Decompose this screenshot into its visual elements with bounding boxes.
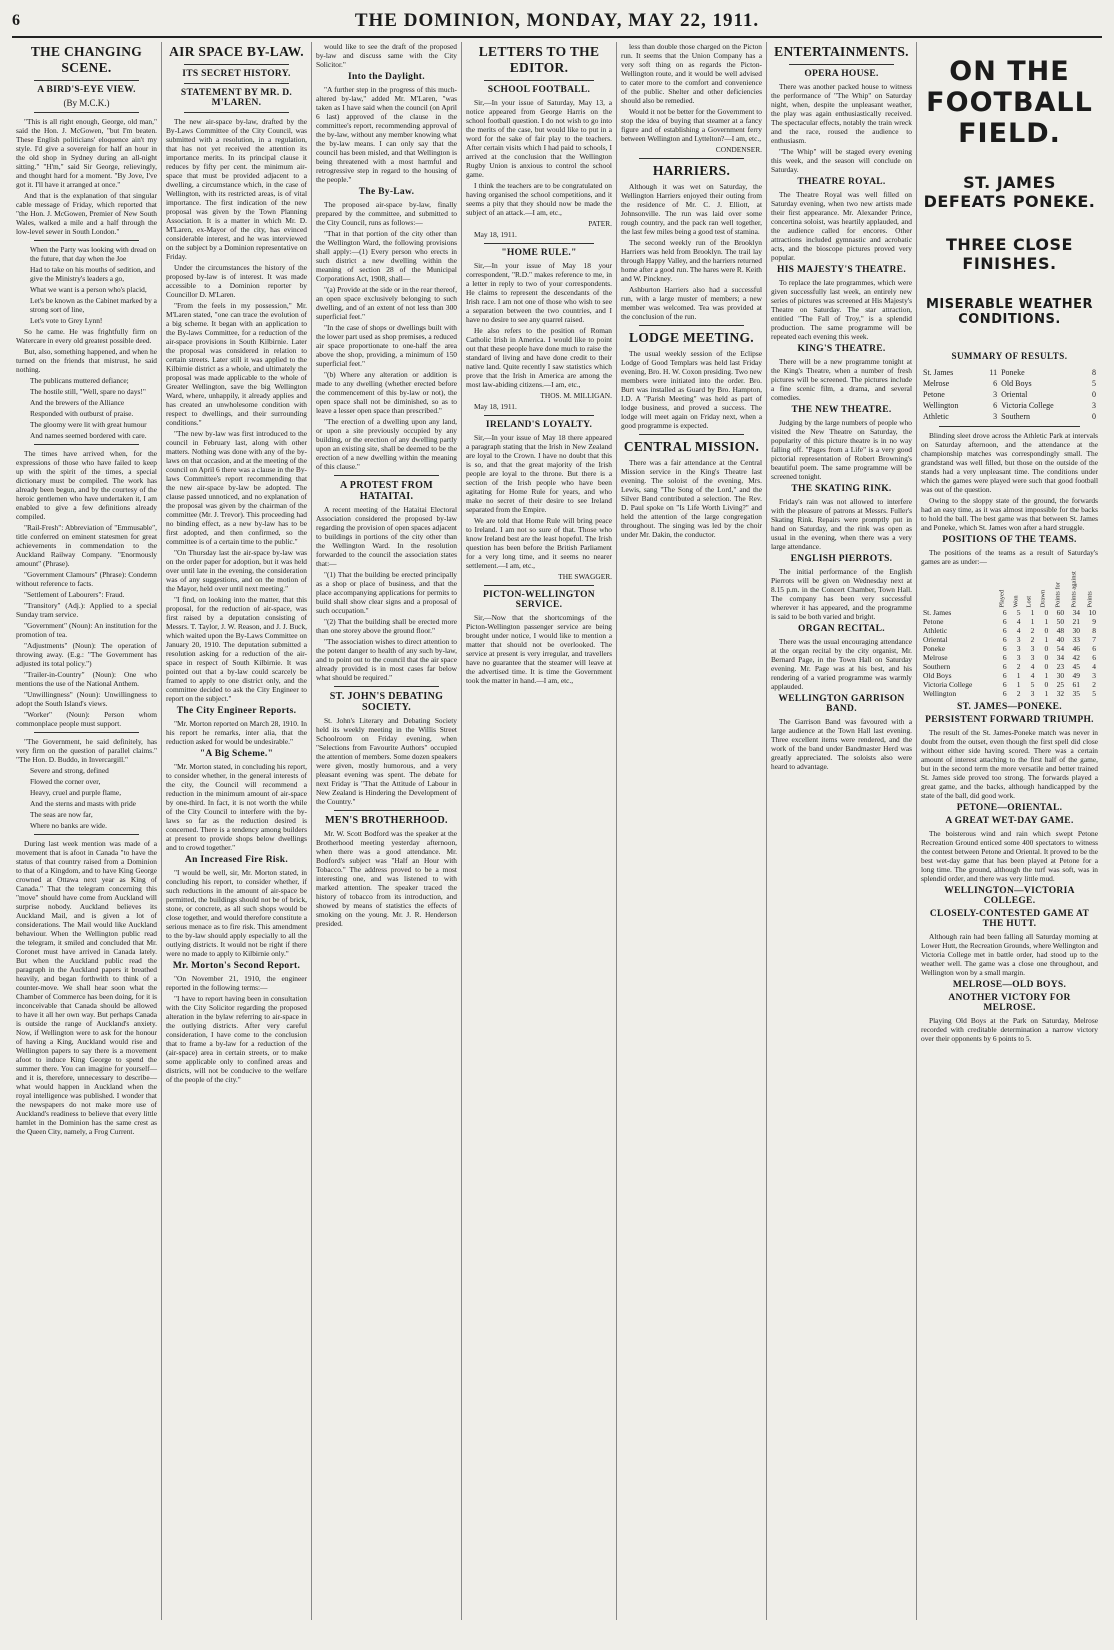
- table-cell: 30: [1072, 626, 1081, 635]
- summary-title: SUMMARY OF RESULTS.: [951, 351, 1068, 361]
- table-cell: 33: [1072, 635, 1081, 644]
- section-subheading: Into the Daylight.: [348, 72, 425, 82]
- table-cell: Petone: [923, 617, 944, 626]
- headline-deck: MISERABLE WEATHER CONDITIONS.: [925, 297, 1094, 327]
- table-cell: 60: [1056, 608, 1065, 617]
- table-cell: 6: [1002, 617, 1007, 626]
- table-cell: 40: [1056, 635, 1065, 644]
- paragraph: St. John's Literary and Debating Society held its weekly meeting in the Willis Street Schoolroom on Friday evening, when "Selections from Favourite Authors" occupied the attention of members. Some dozen speakers were given, mostly humorous, and a very pleasant evening was spent. The debate for next Friday is "That the Attitude of Labour in New Zealand is Hindering the Development of the Country.": [316, 716, 457, 806]
- page-number: 6: [12, 12, 20, 29]
- paragraph: Sir,—In your issue of May 18 your correspondent, "R.D." makes reference to me, in a letter in reply to two of your correspondents. He claims to represent the descendants of the Irish race. I am not one of those who wish to see a separation between the two countries, and I have no desire to see any quarrel raised.: [466, 261, 612, 324]
- table-header: Won: [1012, 595, 1020, 608]
- verse-line: Responded with outburst of praise.: [30, 409, 134, 418]
- table-cell: Athletic: [923, 626, 948, 635]
- paragraph: But, also, something happened, and when he turned on the friends that mistrust, he said nothing.: [16, 347, 157, 374]
- table-row: [921, 671, 1098, 680]
- column-news: [617, 42, 767, 1620]
- paragraph: He also refers to the position of Roman Catholic Irish in America. I would like to point out that these people have done much to raise the standard of living and have done credit to their native land. Quite recently I saw statistics which prove that the Irish in America are among the most law-abiding citizens.—I am, etc.,: [466, 326, 612, 389]
- paragraph: Friday's rain was not allowed to interfere with the pleasure of patrons at Messrs. Fuller's Skating Rink. Repairs were promptly put in hand on Saturday, and the rink was open as usual in the evening, when there was a very large attendance.: [771, 497, 912, 551]
- paragraph: "On Thursday last the air-space by-law was on the order paper for adoption, but it was held over until late in the evening, the consideration was of any suggestions, and on the motion of the Mayor, held over until next meeting.": [166, 548, 307, 593]
- table-cell: 3: [993, 390, 998, 399]
- section-subheading: The City Engineer Reports.: [176, 706, 297, 716]
- table-row: [921, 662, 1098, 671]
- table-cell: 30: [1056, 671, 1065, 680]
- paragraph: would like to see the draft of the proposed by-law and discuss same with the City Solicitor.": [316, 42, 457, 69]
- table-cell: Victoria College: [923, 680, 973, 689]
- table-cell: 9: [1092, 617, 1096, 626]
- section-subheading: PERSISTENT FORWARD TRIUMPH.: [925, 715, 1094, 725]
- paragraph: The boisterous wind and rain which swept Petone Recreation Ground enticed some 400 spectators to witness the contest between Petone and Oriental. It proved to be the best wet-day game that has been played at Petone for a long time. The ground, although the turf was soft, was in splendid order, and there was very little mud.: [921, 829, 1098, 883]
- paragraph: Sir,—Now that the shortcomings of the Picton-Wellington passenger service are being brought under notice, I would like to mention a matter that should not be overlooked. The service at present is very irregular, and travellers have no guarantee that the steamer will leave at the advertised time. It is time the Government took the matter in hand.—I am, etc.,: [466, 613, 612, 685]
- table-row: [921, 411, 1098, 422]
- table-cell: 0: [1044, 653, 1049, 662]
- table-cell: 0: [1044, 662, 1049, 671]
- table-cell: 6: [1002, 689, 1007, 698]
- paragraph: "The association wishes to direct attention to the potent danger to health of any such by-law, and to point out to the council that the air space already provided is in most cases far below what should be required.": [316, 637, 457, 682]
- table-row: [921, 617, 1098, 626]
- table-cell: 6: [1092, 653, 1096, 662]
- article-heading: A PROTEST FROM HATAITAI.: [340, 480, 433, 502]
- table-cell: 11: [989, 368, 998, 377]
- paragraph: "This is all right enough, George, old man," said the Hon. J. McGowen, "but I'm beaten. These English politicians' eloquence ain't my style. I'd give a sovereign for half an hour in the old shop in Sydney during an all-night sitting." "H'm," said Sir George, relievingly, and thought hard for a moment. "By Jove, I've got it. I'll have it arranged at once.": [16, 117, 157, 189]
- section-subheading: "A Big Scheme.": [199, 749, 274, 759]
- verse-line: Heavy, cruel and purple flame,: [30, 788, 122, 797]
- paragraph: "Government Clamours" (Phrase): Condemn without reference to facts.: [16, 570, 157, 588]
- table-cell: 3: [1092, 671, 1096, 680]
- paragraph: "(2) That the building shall be erected more than one storey above the ground floor.": [316, 617, 457, 635]
- article-heading: AIR SPACE BY-LAW.: [169, 44, 304, 59]
- column-entertainments: [767, 42, 917, 1620]
- article-heading: THE CHANGING SCENE.: [30, 44, 143, 75]
- venue-subheading: THE SKATING RINK.: [791, 484, 892, 494]
- table-cell: 3: [1016, 635, 1021, 644]
- table-cell: 6: [993, 401, 998, 410]
- table-cell: Southern: [923, 662, 951, 671]
- table-cell: 4: [1092, 662, 1096, 671]
- letter-date: May 18, 1911.: [474, 402, 517, 411]
- paragraph: To replace the late programmes, which were given successfully last week, an entirely new series of pictures was screened at His Majesty's Theatre on Saturday. The star attraction, entitled "The Fall of Troy," is a splendid production. The same programme will be repeated each evening this week.: [771, 278, 912, 341]
- verse-line: The seas are now far,: [30, 810, 93, 819]
- paragraph: Although it was wet on Saturday, the Wellington Harriers enjoyed their outing from the residence of Mr. C. J. Elliott, at Johnsonville. The run was laid over some rough country, and the pack ran well together, the last few miles being a good test of stamina.: [621, 182, 762, 236]
- table-cell: 45: [1072, 662, 1081, 671]
- letter-signature: PATER.: [588, 219, 612, 228]
- table-cell: 1: [1044, 689, 1049, 698]
- table-cell: Melrose: [923, 653, 948, 662]
- paragraph: The second weekly run of the Brooklyn Harriers was held from Brooklyn. The trail lay through Happy Valley, and the harriers returned home after a good run. The hares were R. Keith and W. Pinckney.: [621, 238, 762, 283]
- table-cell: 6: [1092, 644, 1096, 653]
- table-cell: 34: [1056, 653, 1065, 662]
- paragraph: Mr. W. Scott Bodford was the speaker at the Brotherhood meeting yesterday afternoon, when there was a good attendance. Mr. Bodford's subject was "Half an Hour with Tobacco." The address proved to be a most interesting one, and was listened to with marked attention. The speaker traced the history of tobacco from its introduction, and showed by means of statistics the effects of smoking on the young. Mr. J. R. Henderson presided.: [316, 829, 457, 928]
- paragraph: "The new by-law was first introduced to the council in February last, along with other matters. Nothing was done with any of the by-laws on that occasion, and at the meeting of the council on April 6 there was a clause in the By-laws Committee's report recommending that the new air-space by-law be adopted. The clause passed unnoticed, and no explanation of the proposal was given by the chairman of the committee (Mr. J. Trevor). This proceeding had no binding effect, as a new by-law has to be first adopted, and then confirmed, so the committee is of a certain time to the public.": [166, 429, 307, 546]
- newspaper-title: THE DOMINION, MONDAY, MAY 22, 1911.: [354, 10, 760, 31]
- paragraph: "I have to report having been in consultation with the City Solicitor regarding the proposed alteration in the bylaw referring to air-space in the outlying districts. After very careful consideration, I have come to the conclusion that to frame a by-law for a reduction of the (air-space) area in certain streets, or to make some applicable only to confined areas and districts, will not be conducive to the welfare of the people of the city.": [166, 994, 307, 1084]
- article-heading: ST. JOHN'S DEBATING SOCIETY.: [329, 691, 444, 713]
- paragraph: Under the circumstances the history of the proposed by-law is of interest. It was made accessible to a Dominion reporter by Councillor D. M'Laren.: [166, 263, 307, 299]
- table-cell: 3: [1030, 689, 1035, 698]
- table-cell: 1: [1044, 635, 1049, 644]
- article-byline: (By M.C.K.): [63, 98, 110, 108]
- venue-subheading: WELLINGTON GARRISON BAND.: [778, 694, 905, 714]
- paragraph: "Rail-Fresh": Abbreviation of "Emmusable", title conferred on eminent statesmen for great achievements in commendation to the Auckland Railway Company. "Enormously amount" (Phrase).: [16, 523, 157, 568]
- table-row: [921, 608, 1098, 617]
- verse-line: And the brewers of the Alliance: [30, 398, 125, 407]
- letter-signature: THE SWAGGER.: [558, 572, 612, 581]
- letter-date: May 18, 1911.: [474, 230, 517, 239]
- section-subheading: An Increased Fire Risk.: [184, 855, 289, 865]
- table-cell: 25: [1056, 680, 1065, 689]
- table-cell: 6: [1002, 626, 1007, 635]
- paragraph: The proposed air-space by-law, finally prepared by the committee, and submitted to the City Council, runs as follows:—: [316, 200, 457, 227]
- table-cell: 2: [1016, 662, 1021, 671]
- paragraph: Judging by the large numbers of people who visited the New Theatre on Saturday, the popularity of this picture theatre is in no way falling off. "Pages from a Life" is a very good pictorial representation of Robert Browning's beautiful poem. The same programme will be screened tonight.: [771, 418, 912, 481]
- table-cell: 0: [1092, 412, 1096, 421]
- verse-line: The publicans muttered defiance;: [30, 376, 129, 385]
- table-cell: 1: [1030, 617, 1035, 626]
- table-cell: Oriental: [923, 635, 948, 644]
- table-row: [921, 653, 1098, 662]
- paragraph: "(b) Where any alteration or addition is made to any dwelling (whether erected before the commencement of this by-law or not), the open space shall not be diminished, so as to leave a lesser open space than prescribed.": [316, 370, 457, 415]
- section-subheading: WELLINGTON—VICTORIA COLLEGE.: [944, 886, 1075, 906]
- article-heading: ENTERTAINMENTS.: [774, 44, 909, 59]
- paragraph: Sir,—In your issue of May 18 there appeared a paragraph stating that the Irish in New Zealand are loyal to the Crown. I have no doubt that this is so, and that the great majority of the Irish people are loyal to the throne. But there is a section of the Irish people who have been agitating for Home Rule for years, and who make no secret of their desire to see Ireland separated from the Empire.: [466, 433, 612, 514]
- article-heading: CENTRAL MISSION.: [623, 439, 760, 454]
- table-cell: 2: [1016, 689, 1021, 698]
- table-cell: 0: [1044, 644, 1049, 653]
- section-subheading: POSITIONS OF THE TEAMS.: [942, 535, 1077, 545]
- table-cell: Poneke: [923, 644, 946, 653]
- paragraph: Would it not be better for the Government to stop the idea of buying that steamer at a fancy figure and of establishing a Government ferry between Wellington and Lyttelton?—I am, etc.,: [621, 107, 762, 143]
- paragraph: And that is the explanation of that singular cable message of Friday, which reported that "the Hon. J. McGowen, Premier of New South Wales, walked a mile and a half through the low-level sewer in South London.": [16, 191, 157, 236]
- table-header: Drawn: [1039, 589, 1047, 608]
- table-cell: 23: [1056, 662, 1065, 671]
- venue-subheading: HIS MAJESTY'S THEATRE.: [777, 265, 906, 275]
- paragraph: "In the case of shops or dwellings built with the lower part used as shop premises, a reduced air space proportionate to one-half the area above the shop, providing, a minimum of 150 superficial feet.": [316, 323, 457, 368]
- paragraph: "That in that portion of the city other than the Wellington Ward, the following provisions shall apply:—(1) Every person who erects in such district a new dwelling within the meaning of section 28 of the Municipal Corporations Act, 1908, shall—: [316, 229, 457, 283]
- paragraph: "Settlement of Labourers": Fraud.: [24, 590, 125, 599]
- venue-subheading: ORGAN RECITAL.: [798, 624, 885, 634]
- article-subheading: A BIRD'S-EYE VIEW.: [37, 85, 136, 95]
- column-football: [917, 42, 1102, 1620]
- paragraph: The result of the St. James-Poneke match was never in doubt from the outset, even though the first spell did close without either side having scored. There was a certain amount of interest attaching to the first half of the game, but in the second term the more versatile and better trained St. James side proved too strong. The forwards played a great game, and the backs, although handicapped by the state of the ball, did good work.: [921, 728, 1098, 800]
- article-heading: LETTERS TO THE EDITOR.: [478, 44, 600, 75]
- table-cell: Melrose: [923, 379, 950, 388]
- paragraph: "Trailer-in-Country" (Noun): One who mentions the use of the National Anthem.: [16, 670, 157, 688]
- table-header: [921, 568, 995, 608]
- table-cell: Old Boys: [923, 671, 952, 680]
- letter-subheading: PICTON-WELLINGTON SERVICE.: [483, 590, 595, 610]
- table-cell: Wellington: [923, 689, 957, 698]
- paragraph: "The erection of a dwelling upon any land, or upon a site previously occupied by any building, or the erection of any dwelling partly upon an existing site, shall be deemed to be the erection of a new dwelling within the meaning of this clause.": [316, 417, 457, 471]
- paragraph: "A further step in the progress of this much-altered by-law," added Mr. M'Laren, "was taken as I have said when the council (on April 6 last) approved of the clause in the committee's report, recommending approval of the by-law, without any member knowing what the by-law means. I can only say that the council has been misled, and that Wellington is being threatened with a most harmful and retrogressive step in regard to the housing of the people.": [316, 85, 457, 184]
- table-row: [921, 680, 1098, 689]
- verse-line: Severe and strong, defined: [30, 766, 109, 775]
- verse-line: What we want is a person who's placid,: [30, 285, 147, 294]
- column-letters: [462, 42, 617, 1620]
- table-cell: 6: [1002, 680, 1007, 689]
- table-cell: 6: [1002, 635, 1007, 644]
- table-cell: 1: [1044, 671, 1049, 680]
- table-header: Points: [1086, 591, 1094, 608]
- paragraph: "From the feels in my possession," Mr. M'Laren stated, "one can trace the evolution of a big scheme. It began with an application to the By-laws Committee, for a reduction of the air-space provisions in South Kilbirnie. Later the proposal was considered in relation to certain streets. Later still it was applied to the Kilbirnie district as a whole, and ultimately the proposal was made applicable to the whole of Greater Wellington, save the big Wellington Ward, where, unhappily, it already applies and has created an unwholesome condition with respect to dwellings, and their surrounding conditions.": [166, 301, 307, 427]
- table-cell: Wellington: [923, 401, 959, 410]
- table-row: [921, 626, 1098, 635]
- table-cell: Oriental: [1001, 390, 1028, 399]
- table-cell: 7: [1092, 635, 1096, 644]
- verse-line: Had to take on his mouths of sedition, and give the Ministry's leaders a go,: [30, 265, 156, 283]
- paragraph: "Unwillingness" (Noun): Unwillingness to adopt the South Island's views.: [16, 690, 157, 708]
- table-cell: 49: [1072, 671, 1081, 680]
- table-cell: 3: [993, 412, 998, 421]
- paragraph: A recent meeting of the Hataitai Electoral Association considered the proposed by-law regarding the provision of open spaces adjacent to buildings in portions of the city other than the Wellington Ward. In the resolution forwarded to the council the association states that:—: [316, 505, 457, 568]
- paragraph: The Theatre Royal was well filled on Saturday evening, when two new artists made their first appearance. Mr. Alexander Prince, concertina soloist, was heartily applauded, and the audience called for encores. Other attractions included gymnastic and acrobatic acts, and the bioscope pictures proved very popular.: [771, 190, 912, 262]
- table-cell: 6: [1002, 644, 1007, 653]
- paragraph: There was a fair attendance at the Central Mission service in the King's Theatre last evening. The soloist of the evening, Mrs. Lewis, sang "The Song of the Lord," and the Silver Band contributed a selection. The Rev. D. Paul spoke on "Is Life Worth Living?" and held the attention of the large congregation throughout. The singing was led by the choir under Mr. Dakin, the conductor.: [621, 458, 762, 539]
- section-subheading: ST. JAMES—PONEKE.: [957, 702, 1062, 712]
- section-subheading: ANOTHER VICTORY FOR MELROSE.: [948, 993, 1071, 1013]
- table-header: Lost: [1025, 595, 1033, 608]
- table-cell: 6: [993, 379, 998, 388]
- results-table: [921, 367, 1098, 422]
- verse-line: And the sterns and masts with pride: [30, 799, 136, 808]
- venue-subheading: OPERA HOUSE.: [804, 69, 879, 79]
- letter-subheading: IRELAND'S LOYALTY.: [485, 420, 593, 430]
- table-row: [921, 400, 1098, 411]
- masthead: [12, 10, 1102, 38]
- column-air-space: [162, 42, 312, 1620]
- table-cell: 5: [1092, 689, 1096, 698]
- table-cell: 42: [1072, 653, 1081, 662]
- paragraph: The new air-space by-law, drafted by the By-Laws Committee of the City Council, was submitted with a resolution, in a regulation, that has not yet received the attention its importance merits. In its principal clause it reduces by fifty per cent. the minimum air-space that must be provided adjacent to a dwelling, a circumstance which, in the case of Wellington, with its restricted areas, is of vital importance. The first indication of the new proposal was given by the Town Planning Association. It is a matter in which Mr. D. M'Laren, ex-Mayor of the city, has evinced considerable interest, and he was interviewed on the subject by a Dominion representative on Friday.: [166, 117, 307, 261]
- table-row: [921, 635, 1098, 644]
- newspaper-page: [12, 10, 1102, 1622]
- table-cell: 3: [1016, 644, 1021, 653]
- table-cell: 0: [1044, 680, 1049, 689]
- table-cell: 8: [1092, 626, 1096, 635]
- paragraph: "(a) Provide at the side or in the rear thereof, an open space exclusively belonging to such dwelling, and of an extent of not less than 300 superficial feet.": [316, 285, 457, 321]
- table-cell: 4: [1016, 617, 1021, 626]
- column-air-space-continued: [312, 42, 462, 1620]
- paragraph: We are told that Home Rule will bring peace to Ireland. I am not so sure of that. Those who know Ireland best are the least hopeful. The Irish question has been before the British Parliament for a very long time, and it seems no nearer settlement.—I am, etc.,: [466, 516, 612, 570]
- table-cell: 3: [1030, 644, 1035, 653]
- table-cell: 6: [1002, 608, 1007, 617]
- table-cell: 4: [1030, 671, 1035, 680]
- verse-line: When the Party was looking with dread on the future, that day when the Joe: [30, 245, 157, 263]
- table-cell: 8: [1092, 368, 1096, 377]
- table-cell: 6: [1002, 653, 1007, 662]
- paragraph: The usual weekly session of the Eclipse Lodge of Good Templars was held last Friday evening, Bro. H. W. Coxon presiding. Two new members were initiated into the order. Bro. Burt was installed as Guard by Bro. Hampton, I.D. A "Parish Meeting" was held as part of lodge business, and proved a success. The lodge will meet again on Friday next, when a good programme is expected.: [621, 349, 762, 430]
- table-cell: 6: [1002, 662, 1007, 671]
- table-cell: 4: [1030, 662, 1035, 671]
- verse-line: Where no banks are wide.: [30, 821, 107, 830]
- section-subheading: PETONE—ORIENTAL.: [956, 803, 1063, 813]
- letter-subheading: SCHOOL FOOTBALL.: [487, 85, 591, 95]
- paragraph: Blinding sleet drove across the Athletic Park at intervals on Saturday afternoon, and the attendance at the championship matches was correspondingly small. The grandstand was well filled, but those on the outside of the stands had a very unpleasant time. The conditions under which the games were played were such that good football was out of the question.: [921, 431, 1098, 494]
- table-cell: 1: [1030, 608, 1035, 617]
- section-subheading: Mr. Morton's Second Report.: [172, 961, 301, 971]
- paragraph: There was another packed house to witness the performance of "The Whip" on Saturday night, when, despite the unpleasant weather, the play was again enthusiastically received. The spectacular effects, notably the train wreck and the race, roused the audience to enthusiasm.: [771, 82, 912, 145]
- table-cell: 1: [1044, 617, 1049, 626]
- paragraph: The times have arrived when, for the expressions of those who have failed to keep up with the spirit of the times, a special dictionary must be compiled. The work has already been begun, and by the courtesy of the heroic gentlemen who have undertaken it, I am enabled to give a few definitions already compiled.: [16, 449, 157, 521]
- table-cell: 4: [1016, 626, 1021, 635]
- venue-subheading: THEATRE ROYAL.: [797, 177, 886, 187]
- letter-subheading: "HOME RULE.": [501, 248, 577, 258]
- paragraph: "The Government, he said definitely, has very firm on the question of parallel claims." "The Hon. D. Buddo, in Invercargill.": [16, 737, 157, 764]
- table-cell: 10: [1088, 608, 1096, 617]
- column-changing-scene: [12, 42, 162, 1620]
- table-cell: Poneke: [1001, 368, 1025, 377]
- table-cell: 5: [1092, 379, 1096, 388]
- verse-line: Let's be known as the Cabinet marked by a strong sort of line,: [30, 296, 157, 314]
- paragraph: Ashburton Harriers also had a successful run, with a large muster of members; a new member was welcomed. Tea was provided at the conclusion of the run.: [621, 285, 762, 321]
- table-cell: 1: [1016, 671, 1021, 680]
- verse-line: Let's vote to Grey Lynn!: [30, 316, 103, 325]
- letter-signature: CONDENSER.: [715, 145, 762, 154]
- table-cell: Petone: [923, 390, 945, 399]
- paragraph: The positions of the teams as a result of Saturday's games are as under:—: [921, 548, 1098, 566]
- table-cell: St. James: [923, 608, 952, 617]
- table-cell: 6: [1002, 671, 1007, 680]
- verse-line: Flowed the corner over,: [30, 777, 101, 786]
- table-cell: 54: [1056, 644, 1065, 653]
- table-cell: 0: [1092, 390, 1096, 399]
- table-cell: 3: [1030, 653, 1035, 662]
- paragraph: "Government" (Noun): An institution for the promotion of tea.: [16, 621, 157, 639]
- table-cell: 3: [1016, 653, 1021, 662]
- paragraph: "I find, on looking into the matter, that this proposal, for the reduction of air-space, was first raised by a deputation consisting of Messrs. T. Taylor, J. W. Reason, and J. J. Buck, which waited upon the By-Laws Committee on January 20, 1910. The deputation submitted a resolution asking for a reduction of the air-space in respect of South Kilbirnie. It was pointed out that a by-law could scarcely be framed to apply to one district only, and the committee decided to ask the City Engineer to report on the subject.": [166, 595, 307, 703]
- article-subheading: STATEMENT BY MR. D. M'LAREN.: [180, 88, 293, 108]
- table-cell: St. James: [923, 368, 954, 377]
- table-cell: 2: [1030, 626, 1035, 635]
- paragraph: There will be a new programme tonight at the King's Theatre, when a number of fresh pictures will be screened. The pictures include a fine scenic film, a drama, and several comedies.: [771, 357, 912, 402]
- table-cell: 35: [1072, 689, 1081, 698]
- table-cell: 3: [1092, 401, 1096, 410]
- table-cell: Athletic: [923, 412, 949, 421]
- table-cell: 5: [1030, 680, 1035, 689]
- table-cell: 46: [1072, 644, 1081, 653]
- table-cell: 0: [1044, 626, 1049, 635]
- paragraph: The initial performance of the English Pierrots will be given on Wednesday next at 8.15 p.m. in the Concert Chamber, Town Hall. The company has been very successful wherever it has appeared, and the programme is said to be both varied and bright.: [771, 567, 912, 621]
- paragraph: So he came. He was frightfully firm on Watercare in every old greatest possible deed.: [16, 327, 157, 345]
- table-cell: 21: [1072, 617, 1081, 626]
- article-heading: HARRIERS.: [652, 163, 731, 178]
- table-cell: 50: [1056, 617, 1065, 626]
- table-row: [921, 389, 1098, 400]
- positions-table: [921, 568, 1098, 698]
- paragraph: The Garrison Band was favoured with a large audience at the Town Hall last evening. Three excellent items were rendered, and the work of the band under Bandmaster Herd was greatly appreciated. The soloists also were heard to advantage.: [771, 717, 912, 771]
- table-header: Played: [998, 589, 1006, 608]
- paragraph: "Mr. Morton stated, in concluding his report, to consider whether, in the general interests of the city, the Council will recommend a reduction in the minimum amount of air-space by one-third. In fact, it is not worth the while of the City Council to interfere with the by-laws so far as the reduction desired is concerned. There is a tendency among builders at present to provide shops below dwellings and to crowd together.": [166, 762, 307, 852]
- verse-line: The hostile still, "Well, spare no days!": [30, 387, 146, 396]
- paragraph: Sir,—In your issue of Saturday, May 13, a notice appeared from George Harris on the school football question. I do not wish to go into the merits of the case, but would like to put in a word for the sake of fair play to the teachers. After certain visits which I had paid to schools, I arrived at the conclusion that the Wellington Rugby Union is anxious to control the school game.: [466, 98, 612, 179]
- table-cell: 2: [1092, 680, 1096, 689]
- paragraph: "On November 21, 1910, the engineer reported in the following terms:—: [166, 974, 307, 992]
- paragraph: During last week mention was made of a movement that is afoot in Canada "to have the status of that country raised from a Dominion to that of a Kingdom, and to have King George crowned at Ottawa next year as King of Canada." That the telegram concerning this "move" should have come from Auckland will surprise nobody. Auckland believes its Auckland Mail, and is given a lot of considerations. The Mail would like Auckland behaviour. When the Wellington public read the telegram, it smiled and concluded that Mr. Coronet must have arrived in Canada lately. But when the Auckland public read the paragraph in the Auckland papers it breathed heavily, and began forthwith to think of a counter-move. We shall hear soon what the Chamber of Commerce has been doing, for it is inconceivable that Canada should be allowed to have it all her own way. But perhaps Canada is outside the range of Auckland's anxiety. Now, if Wellington were to ask for the honour of having a King, Auckland would rise and Wellington papers to say there is a movement afoot to induce King George to spend the summer there. You can imagine for yourself—and it is, therefore, unnecessary to describe—what would happen in Auckland when the royal intelligence was published. I wonder that the newspapers do not make more use of Auckland's readiness to believe that every little hamlet in the Dominion has the same crest as the Queen City, namely, a Frog Current.: [16, 839, 157, 1136]
- venue-subheading: ENGLISH PIERROTS.: [790, 554, 893, 564]
- table-cell: Victoria College: [1001, 401, 1054, 410]
- verse-line: The gloomy were lit with great humour: [30, 420, 147, 429]
- paragraph: Owing to the sloppy state of the ground, the forwards had an easy time, as it was almost impossible for the backs to hold the ball. The best game was that between St. James and Poneke, which St. James won after a hard struggle.: [921, 496, 1098, 532]
- section-subheading: CLOSELY-CONTESTED GAME AT THE HUTT.: [929, 909, 1090, 929]
- letter-signature: THOS. M. MILLIGAN.: [540, 391, 612, 400]
- article-heading: LODGE MEETING.: [629, 330, 754, 345]
- paragraph: "I would be well, sir, Mr. Morton stated, in concluding his report, to consider whether, if such reductions in the amount of air-space be permitted, the buildings should not be of brick, stone, or concrete, as all such shops would be close together, and would therefore constitute a serious menace as to fire risk. This amendment to the by-law should apply especially to all the outlying districts. It would not be right if there were no made to apply to Kilbirnie only.": [166, 868, 307, 958]
- table-cell: 61: [1072, 680, 1081, 689]
- verse-line: And names seemed bordered with care.: [30, 431, 147, 440]
- table-cell: 0: [1044, 608, 1049, 617]
- table-cell: 5: [1016, 608, 1021, 617]
- article-subheading: ITS SECRET HISTORY.: [182, 69, 291, 79]
- main-headline: ON THE FOOTBALL FIELD.: [926, 56, 1093, 149]
- paragraph: "The Whip" will be staged every evening this week, and the season will conclude on Saturday.: [771, 147, 912, 174]
- table-header: Points against: [1070, 571, 1078, 608]
- table-cell: 2: [1030, 635, 1035, 644]
- section-subheading: MELROSE—OLD BOYS.: [952, 980, 1067, 990]
- headline-deck: ST. JAMES DEFEATS PONEKE.: [923, 173, 1096, 211]
- paragraph: "(1) That the building be erected principally as a shop or place of business, and that the place accompanying applications for permits to build shall show clear signs and a proposal of such occupation.": [316, 570, 457, 615]
- paragraph: Playing Old Boys at the Park on Saturday, Melrose recorded with creditable determination a narrow victory over their opponents by 6 points to 5.: [921, 1016, 1098, 1043]
- paragraph: Although rain had been falling all Saturday morning at Lower Hutt, the Recreation Grounds, where Wellington and Victoria College met in battle order, had stood up to the weather well. The game was a close one throughout, and Wellington won by a small margin.: [921, 932, 1098, 977]
- paragraph: "Mr. Morton reported on March 28, 1910. In his report he remarks, inter alia, that the reduction asked for would be undesirable.": [166, 719, 307, 746]
- venue-subheading: THE NEW THEATRE.: [791, 405, 892, 415]
- paragraph: I think the teachers are to be congratulated on having organised the school competitions, and it seems a pity that they should now be made the subject of an attack.—I am, etc.,: [466, 181, 612, 217]
- paragraph: less than double those charged on the Picton run. It seems that the Union Company has a very soft thing on as regards the Picton-Wellington route, and it would be well advised to cater more to the comfort and convenience of the public. Shelter and other deficiencies should also be remedied.: [621, 42, 762, 105]
- table-row: [921, 378, 1098, 389]
- table-cell: Old Boys: [1001, 379, 1032, 388]
- table-cell: 48: [1056, 626, 1065, 635]
- paragraph: "Adjustments" (Noun): The operation of throwing away. (E.g.: "The Government has adjusted its total policy."): [16, 641, 157, 668]
- paragraph: There was the usual encouraging attendance at the organ recital by the city organist, Mr. Bernard Page, in the Town Hall on Saturday evening. Mr. Page was at his best, and his rendering of a varied programme was warmly applauded.: [771, 637, 912, 691]
- headline-deck: THREE CLOSE FINISHES.: [946, 235, 1073, 273]
- section-subheading: A GREAT WET-DAY GAME.: [945, 816, 1074, 826]
- article-heading: MEN'S BROTHERHOOD.: [325, 815, 448, 826]
- venue-subheading: KING'S THEATRE.: [797, 344, 886, 354]
- paragraph: "Worker" (Noun): Person whom commonplace people must support.: [16, 710, 157, 728]
- table-cell: 34: [1072, 608, 1081, 617]
- table-cell: 32: [1056, 689, 1065, 698]
- section-subheading: The By-Law.: [358, 187, 415, 197]
- table-header: Points for: [1054, 582, 1062, 608]
- table-row: [921, 367, 1098, 378]
- table-cell: 1: [1016, 680, 1021, 689]
- paragraph: "Transitory" (Adj.): Applied to a special Sunday tram service.: [16, 601, 157, 619]
- table-row: [921, 689, 1098, 698]
- table-cell: Southern: [1001, 412, 1030, 421]
- table-row: [921, 644, 1098, 653]
